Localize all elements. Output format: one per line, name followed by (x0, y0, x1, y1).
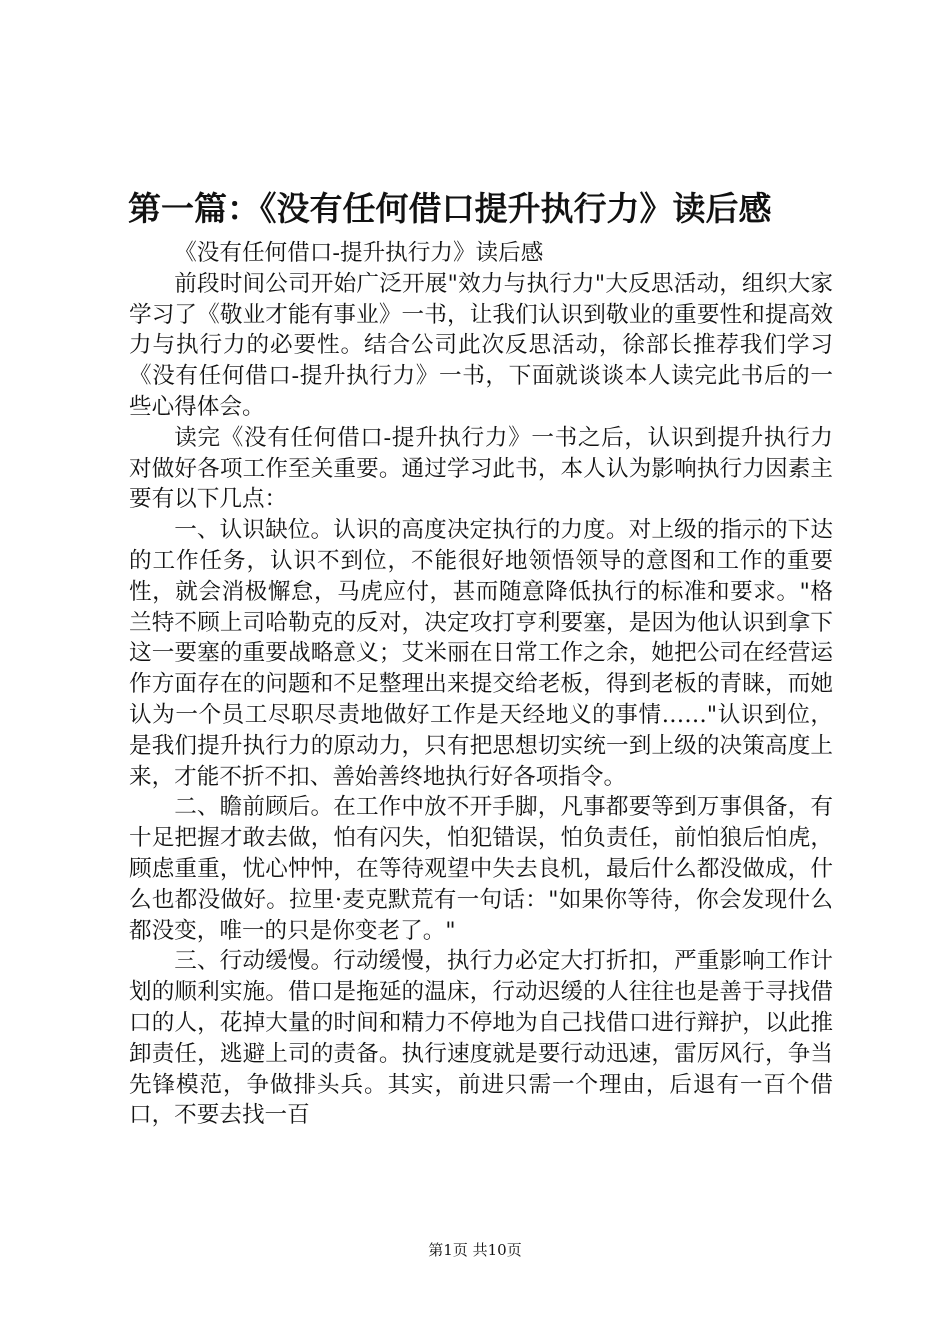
subtitle-paragraph: 《没有任何借口-提升执行力》读后感 (174, 240, 544, 266)
summary-paragraph: 读完《没有任何借口-提升执行力》一书之后，认识到提升执行力对做好各项工作至关重要。通过学习此书，本人认为影响执行力因素主要有以下几点： (129, 424, 833, 513)
point-two-paragraph: 二、瞻前顾后。在工作中放不开手脚，凡事都要等到万事俱备，有十足把握才敢去做，怕有闪失，怕犯错误，怕负责任，前怕狼后怕虎，顾虑重重，忧心忡忡，在等待观望中失去良机，最后什么都没做成，什么也都没做好。拉里·麦克默荒有一句话："如果你等待，你会发现什么都没变，唯一的只是你变老了。" (129, 794, 833, 944)
document-title: 第一篇：《没有任何借口提升执行力》读后感 (128, 189, 772, 228)
intro-paragraph: 前段时间公司开始广泛开展"效力与执行力"大反思活动，组织大家学习了《敬业才能有事业》一书，让我们认识到敬业的重要性和提高效力与执行力的必要性。结合公司此次反思活动，徐部长推荐我们学习《没有任何借口-提升执行力》一书，下面就谈谈本人读完此书后的一些心得体会。 (129, 270, 833, 420)
page-number-footer: 第1页 共10页 (428, 1241, 522, 1259)
document-body (129, 238, 833, 1131)
point-three-paragraph: 三、行动缓慢。行动缓慢，执行力必定大打折扣，严重影响工作计划的顺利实施。借口是拖延的温床，行动迟缓的人往往也是善于寻找借口的人，花掉大量的时间和精力不停地为自己找借口进行辩护，以此推卸责任，逃避上司的责备。执行速度就是要行动迅速，雷厉风行，争当先锋模范，争做排头兵。其实，前进只需一个理由，后退有一百个借口，不要去找一百 (129, 948, 833, 1129)
point-one-paragraph: 一、认识缺位。认识的高度决定执行的力度。对上级的指示的下达的工作任务，认识不到位，不能很好地领悟领导的意图和工作的重要性，就会消极懈怠，马虎应付，甚而随意降低执行的标准和要求。"格兰特不顾上司哈勒克的反对，决定攻打亨利要塞，是因为他认识到拿下这一要塞的重要战略意义；艾米丽在日常工作之余，她把公司在经营运作方面存在的问题和不足整理出来提交给老板，得到老板的青睐，而她认为一个员工尽职尽责地做好工作是天经地义的事情……"认识到位，是我们提升执行力的原动力，只有把思想切实统一到上级的决策高度上来，才能不折不扣、善始善终地执行好各项指令。 (129, 517, 833, 790)
